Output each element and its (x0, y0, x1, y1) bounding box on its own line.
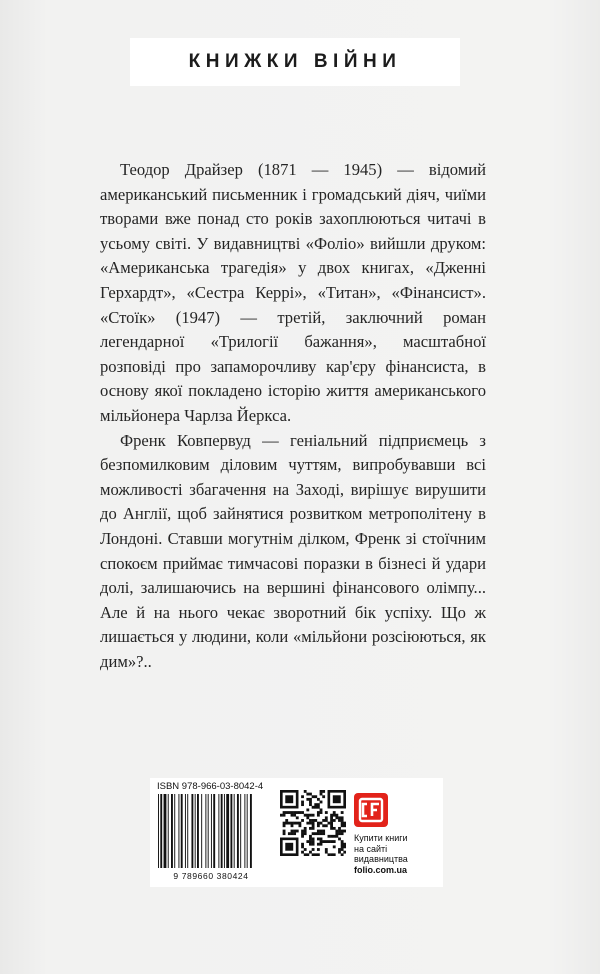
barcode-panel (150, 778, 443, 887)
publisher-site: folio.com.ua (354, 864, 408, 875)
promo-line: Купити книги (354, 833, 408, 843)
barcode-image (156, 794, 266, 872)
promo-line: видавництва (354, 854, 408, 865)
isbn-label: ISBN 978-966-03-8042-4 (157, 781, 264, 792)
promo-line: на сайті (354, 843, 388, 854)
series-title: КНИЖКИ ВІЙНИ (188, 51, 402, 72)
folio-logo-icon (354, 793, 388, 827)
barcode-digits: 9 789660 380424 (173, 871, 249, 881)
qr-code-image (280, 790, 346, 856)
description-paragraph: Теодор Драйзер (1871 — 1945) — відомий американський письменник і громадський діяч, чиїми творами вже понад сто років захоплюються читачі в усьому світі. У видавництві «Фоліо» вийшли друком: «Американська трагедія» у двох книгах, «Дженні Герхардт», «Сестра Керрі», «Титан», «Фінансист». «Стоїк» (1947) — третій, заключний роман легендарної «Трилогії бажання», масштабної розповіді про запаморочливу кар'єру фінансиста, в основу якої покладено історію життя американського мільйонера Чарлза Йеркса. (100, 160, 486, 425)
publisher-promo (354, 833, 440, 875)
series-banner (130, 38, 460, 86)
book-description (100, 158, 486, 674)
description-paragraph: Френк Ковпервуд — геніальний підприємець з безпомилковим діловим чуттям, випробувавши всі можливості збагачення на Заході, вирішує вирушити до Англії, щоб зайнятися розвитком метрополітену в Лондоні. Ставши могутнім ділком, Френк зі стоїчним спокоєм приймає тимчасові поразки в бізнесі й удари долі, залишаючись на вершині фінансового олімпу... Але й на нього чекає зворотний бік успіху. Що ж лишається у людини, коли «мільйони розсіюються, як дим»?.. (100, 430, 486, 671)
